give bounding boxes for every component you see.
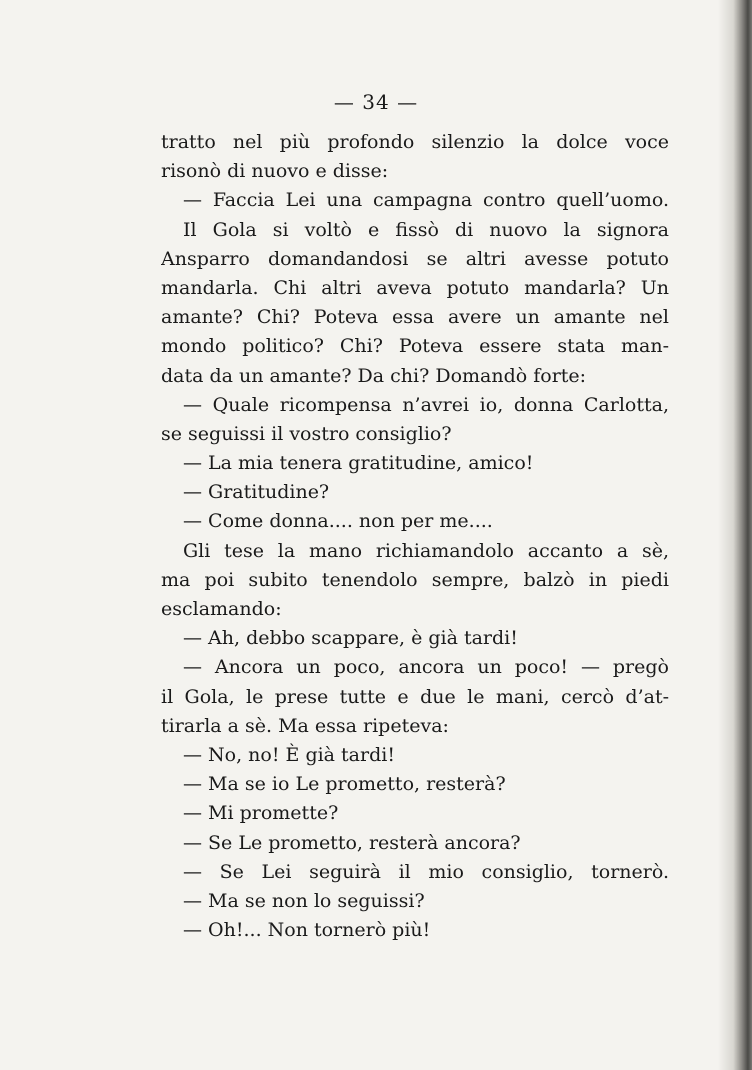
text-line: — Ma se io Le prometto, resterà? [183, 773, 506, 796]
text-line: Il Gola si voltò e fissò di nuovo la signora [183, 218, 669, 241]
text-line: — Se Lei seguirà il mio consiglio, tornerò. [183, 860, 669, 883]
text-line: — Ma se non lo seguissi? [183, 889, 425, 912]
text-line: — Oh!... Non tornerò più! [183, 919, 431, 942]
text-line: — Gratitudine? [183, 481, 330, 504]
text-line: — Quale ricompensa n’avrei io, donna Carlotta, [183, 393, 669, 416]
text-line: — Come donna.... non per me.... [183, 510, 493, 533]
text-line: ma poi subito tenendolo sempre, balzò in piedi [161, 568, 669, 591]
text-body [161, 128, 669, 945]
text-line: — Se Le prometto, resterà ancora? [183, 831, 521, 854]
text-line: mandarla. Chi altri aveva potuto mandarla? Un [161, 276, 669, 299]
text-line: — Mi promette? [183, 802, 339, 825]
text-line: — La mia tenera gratitudine, amico! [183, 452, 534, 475]
page-number: — 34 — [333, 90, 419, 114]
text-line: esclamando: [161, 598, 282, 620]
text-line: il Gola, le prese tutte e due le mani, cercò d’at- [161, 685, 669, 708]
text-line: se seguissi il vostro consiglio? [161, 422, 452, 445]
text-line: tirarla a sè. Ma essa ripeteva: [161, 714, 449, 737]
text-line: amante? Chi? Poteva essa avere un amante nel [161, 306, 669, 329]
text-line: — Ancora un poco, ancora un poco! — pregò [183, 656, 669, 679]
page-edge-shadow [718, 0, 752, 1070]
text-line: mondo politico? Chi? Poteva essere stata man- [161, 335, 669, 358]
text-line: Ansparro domandandosi se altri avesse potuto [161, 247, 669, 270]
text-line: risonò di nuovo e disse: [161, 160, 389, 183]
text-line: — Ah, debbo scappare, è già tardi! [183, 627, 518, 650]
text-line: — Faccia Lei una campagna contro quell’uomo. [183, 189, 669, 212]
text-line: — No, no! È già tardi! [183, 743, 395, 766]
text-line: tratto nel più profondo silenzio la dolce voce [161, 131, 669, 153]
text-line: Gli tese la mano richiamandolo accanto a sè, [183, 539, 669, 562]
text-line: data da un amante? Da chi? Domandò forte: [161, 364, 587, 387]
